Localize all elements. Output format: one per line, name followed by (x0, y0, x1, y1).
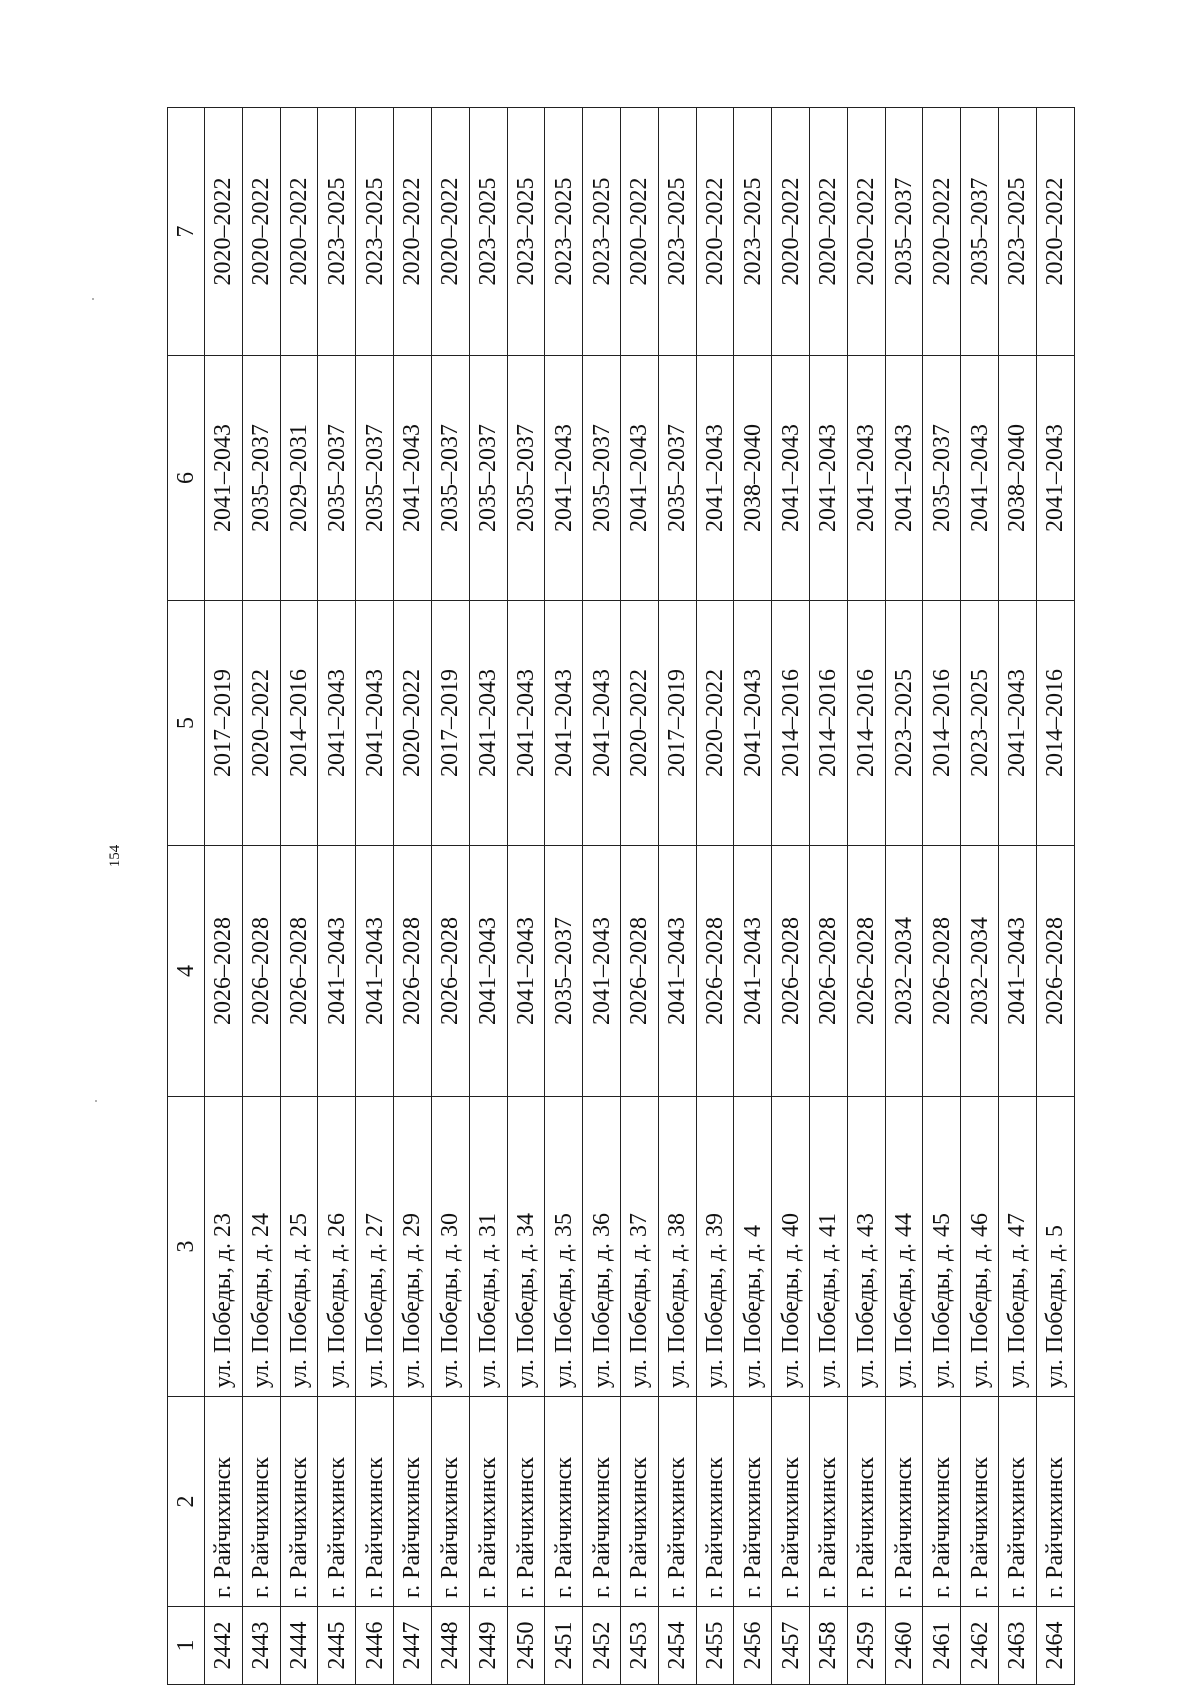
row-number-cell: 2443 (242, 1607, 280, 1685)
table-row (280, 108, 318, 1685)
period-cell: 2038–2040 (999, 356, 1037, 601)
row-number-cell: 2463 (999, 1607, 1037, 1685)
period-cell: 2026–2028 (696, 846, 734, 1097)
page-number: 154 (107, 844, 123, 868)
period-cell: 2035–2037 (469, 356, 507, 601)
address-cell: ул. Победы, д. 40 (772, 1097, 810, 1397)
city-cell: г. Райчихинск (658, 1397, 696, 1607)
address-cell: ул. Победы, д. 36 (583, 1097, 621, 1397)
row-number-cell: 2450 (507, 1607, 545, 1685)
table-row (356, 108, 394, 1685)
period-cell: 2041–2043 (205, 356, 243, 601)
period-cell: 2014–2016 (772, 601, 810, 846)
city-cell: г. Райчихинск (885, 1397, 923, 1607)
row-number-cell: 2442 (205, 1607, 243, 1685)
period-cell: 2023–2025 (583, 108, 621, 356)
column-header: 3 (168, 1097, 205, 1397)
city-cell: г. Райчихинск (772, 1397, 810, 1607)
table-row (318, 108, 356, 1685)
row-number-cell: 2447 (394, 1607, 432, 1685)
period-cell: 2035–2037 (658, 356, 696, 601)
address-cell: ул. Победы, д. 37 (620, 1097, 658, 1397)
table-row (507, 108, 545, 1685)
city-cell: г. Райчихинск (999, 1397, 1037, 1607)
period-cell: 2041–2043 (507, 846, 545, 1097)
period-cell: 2032–2034 (885, 846, 923, 1097)
period-cell: 2041–2043 (545, 356, 583, 601)
period-cell: 2026–2028 (431, 846, 469, 1097)
table-row (734, 108, 772, 1685)
row-number-cell: 2446 (356, 1607, 394, 1685)
address-cell: ул. Победы, д. 39 (696, 1097, 734, 1397)
row-number-cell: 2462 (961, 1607, 999, 1685)
address-cell: ул. Победы, д. 4 (734, 1097, 772, 1397)
period-cell: 2041–2043 (583, 601, 621, 846)
period-cell: 2041–2043 (999, 846, 1037, 1097)
period-cell: 2035–2037 (507, 356, 545, 601)
period-cell: 2020–2022 (394, 108, 432, 356)
period-cell: 2041–2043 (318, 846, 356, 1097)
period-cell: 2023–2025 (469, 108, 507, 356)
city-cell: г. Райчихинск (734, 1397, 772, 1607)
period-cell: 2041–2043 (620, 356, 658, 601)
city-cell: г. Райчихинск (583, 1397, 621, 1607)
period-cell: 2041–2043 (734, 601, 772, 846)
table-row (810, 108, 848, 1685)
city-cell: г. Райчихинск (810, 1397, 848, 1607)
city-cell: г. Райчихинск (356, 1397, 394, 1607)
period-cell: 2020–2022 (620, 108, 658, 356)
register-table (167, 107, 1075, 1685)
address-cell: ул. Победы, д. 34 (507, 1097, 545, 1397)
period-cell: 2020–2022 (431, 108, 469, 356)
table-row (961, 108, 999, 1685)
row-number-cell: 2454 (658, 1607, 696, 1685)
table-row (658, 108, 696, 1685)
address-cell: ул. Победы, д. 5 (1036, 1097, 1074, 1397)
row-number-cell: 2456 (734, 1607, 772, 1685)
city-cell: г. Райчихинск (961, 1397, 999, 1607)
period-cell: 2041–2043 (356, 601, 394, 846)
period-cell: 2023–2025 (885, 601, 923, 846)
address-cell: ул. Победы, д. 41 (810, 1097, 848, 1397)
row-number-cell: 2445 (318, 1607, 356, 1685)
period-cell: 2035–2037 (318, 356, 356, 601)
address-cell: ул. Победы, д. 25 (280, 1097, 318, 1397)
address-cell: ул. Победы, д. 45 (923, 1097, 961, 1397)
period-cell: 2020–2022 (810, 108, 848, 356)
period-cell: 2026–2028 (1036, 846, 1074, 1097)
period-cell: 2041–2043 (999, 601, 1037, 846)
row-number-cell: 2455 (696, 1607, 734, 1685)
scan-speck (92, 298, 94, 300)
row-number-cell: 2451 (545, 1607, 583, 1685)
period-cell: 2020–2022 (205, 108, 243, 356)
period-cell: 2035–2037 (431, 356, 469, 601)
period-cell: 2035–2037 (923, 356, 961, 601)
address-cell: ул. Победы, д. 47 (999, 1097, 1037, 1397)
table-row (1036, 108, 1074, 1685)
period-cell: 2023–2025 (318, 108, 356, 356)
period-cell: 2023–2025 (999, 108, 1037, 356)
period-cell: 2026–2028 (205, 846, 243, 1097)
column-header: 2 (168, 1397, 205, 1607)
table-row (696, 108, 734, 1685)
city-cell: г. Райчихинск (431, 1397, 469, 1607)
period-cell: 2032–2034 (961, 846, 999, 1097)
city-cell: г. Райчихинск (545, 1397, 583, 1607)
table-row (772, 108, 810, 1685)
city-cell: г. Райчихинск (696, 1397, 734, 1607)
period-cell: 2023–2025 (545, 108, 583, 356)
period-cell: 2020–2022 (280, 108, 318, 356)
address-cell: ул. Победы, д. 43 (847, 1097, 885, 1397)
column-header: 6 (168, 356, 205, 601)
table-row (923, 108, 961, 1685)
period-cell: 2020–2022 (242, 601, 280, 846)
table-row (583, 108, 621, 1685)
table-row (545, 108, 583, 1685)
period-cell: 2014–2016 (923, 601, 961, 846)
row-number-cell: 2458 (810, 1607, 848, 1685)
period-cell: 2035–2037 (885, 108, 923, 356)
period-cell: 2041–2043 (583, 846, 621, 1097)
period-cell: 2026–2028 (280, 846, 318, 1097)
period-cell: 2041–2043 (318, 601, 356, 846)
row-number-cell: 2448 (431, 1607, 469, 1685)
table-row (620, 108, 658, 1685)
city-cell: г. Райчихинск (318, 1397, 356, 1607)
row-number-cell: 2449 (469, 1607, 507, 1685)
period-cell: 2041–2043 (696, 356, 734, 601)
period-cell: 2035–2037 (961, 108, 999, 356)
row-number-cell: 2464 (1036, 1607, 1074, 1685)
table-row (999, 108, 1037, 1685)
period-cell: 2020–2022 (620, 601, 658, 846)
city-cell: г. Райчихинск (507, 1397, 545, 1607)
period-cell: 2020–2022 (772, 108, 810, 356)
period-cell: 2026–2028 (810, 846, 848, 1097)
row-number-cell: 2452 (583, 1607, 621, 1685)
header-row (168, 108, 205, 1685)
period-cell: 2035–2037 (545, 846, 583, 1097)
period-cell: 2020–2022 (242, 108, 280, 356)
period-cell: 2020–2022 (847, 108, 885, 356)
address-cell: ул. Победы, д. 24 (242, 1097, 280, 1397)
period-cell: 2041–2043 (1036, 356, 1074, 601)
period-cell: 2041–2043 (545, 601, 583, 846)
period-cell: 2041–2043 (847, 356, 885, 601)
city-cell: г. Райчихинск (394, 1397, 432, 1607)
period-cell: 2014–2016 (1036, 601, 1074, 846)
address-cell: ул. Победы, д. 31 (469, 1097, 507, 1397)
period-cell: 2041–2043 (961, 356, 999, 601)
period-cell: 2029–2031 (280, 356, 318, 601)
period-cell: 2038–2040 (734, 356, 772, 601)
city-cell: г. Райчихинск (847, 1397, 885, 1607)
period-cell: 2014–2016 (810, 601, 848, 846)
period-cell: 2035–2037 (583, 356, 621, 601)
period-cell: 2041–2043 (507, 601, 545, 846)
period-cell: 2041–2043 (734, 846, 772, 1097)
period-cell: 2041–2043 (885, 356, 923, 601)
period-cell: 2017–2019 (205, 601, 243, 846)
address-cell: ул. Победы, д. 35 (545, 1097, 583, 1397)
period-cell: 2020–2022 (1036, 108, 1074, 356)
period-cell: 2026–2028 (847, 846, 885, 1097)
period-cell: 2026–2028 (242, 846, 280, 1097)
city-cell: г. Райчихинск (469, 1397, 507, 1607)
period-cell: 2023–2025 (507, 108, 545, 356)
period-cell: 2041–2043 (469, 601, 507, 846)
period-cell: 2020–2022 (696, 601, 734, 846)
scan-speck (95, 1100, 97, 1102)
column-header: 7 (168, 108, 205, 356)
period-cell: 2023–2025 (658, 108, 696, 356)
period-cell: 2026–2028 (923, 846, 961, 1097)
address-cell: ул. Победы, д. 44 (885, 1097, 923, 1397)
row-number-cell: 2444 (280, 1607, 318, 1685)
period-cell: 2014–2016 (280, 601, 318, 846)
period-cell: 2035–2037 (356, 356, 394, 601)
period-cell: 2041–2043 (772, 356, 810, 601)
city-cell: г. Райчихинск (620, 1397, 658, 1607)
address-cell: ул. Победы, д. 29 (394, 1097, 432, 1397)
period-cell: 2035–2037 (242, 356, 280, 601)
period-cell: 2041–2043 (356, 846, 394, 1097)
column-header: 5 (168, 601, 205, 846)
address-cell: ул. Победы, д. 26 (318, 1097, 356, 1397)
row-number-cell: 2453 (620, 1607, 658, 1685)
address-cell: ул. Победы, д. 38 (658, 1097, 696, 1397)
column-header: 4 (168, 846, 205, 1097)
address-cell: ул. Победы, д. 27 (356, 1097, 394, 1397)
table-row (469, 108, 507, 1685)
row-number-cell: 2457 (772, 1607, 810, 1685)
row-number-cell: 2460 (885, 1607, 923, 1685)
period-cell: 2041–2043 (658, 846, 696, 1097)
period-cell: 2017–2019 (431, 601, 469, 846)
address-cell: ул. Победы, д. 30 (431, 1097, 469, 1397)
period-cell: 2020–2022 (923, 108, 961, 356)
table-row (885, 108, 923, 1685)
register-table-frame (167, 108, 1075, 1685)
period-cell: 2020–2022 (394, 601, 432, 846)
table-row (242, 108, 280, 1685)
period-cell: 2026–2028 (394, 846, 432, 1097)
period-cell: 2023–2025 (356, 108, 394, 356)
period-cell: 2026–2028 (620, 846, 658, 1097)
period-cell: 2041–2043 (469, 846, 507, 1097)
row-number-cell: 2459 (847, 1607, 885, 1685)
period-cell: 2023–2025 (734, 108, 772, 356)
address-cell: ул. Победы, д. 46 (961, 1097, 999, 1397)
column-header: 1 (168, 1607, 205, 1685)
city-cell: г. Райчихинск (242, 1397, 280, 1607)
period-cell: 2041–2043 (394, 356, 432, 601)
city-cell: г. Райчихинск (923, 1397, 961, 1607)
period-cell: 2017–2019 (658, 601, 696, 846)
table-row (847, 108, 885, 1685)
period-cell: 2023–2025 (961, 601, 999, 846)
city-cell: г. Райчихинск (205, 1397, 243, 1607)
period-cell: 2020–2022 (696, 108, 734, 356)
table-row (431, 108, 469, 1685)
address-cell: ул. Победы, д. 23 (205, 1097, 243, 1397)
period-cell: 2041–2043 (810, 356, 848, 601)
period-cell: 2026–2028 (772, 846, 810, 1097)
table-body (205, 108, 1075, 1685)
city-cell: г. Райчихинск (1036, 1397, 1074, 1607)
table-row (394, 108, 432, 1685)
period-cell: 2014–2016 (847, 601, 885, 846)
row-number-cell: 2461 (923, 1607, 961, 1685)
city-cell: г. Райчихинск (280, 1397, 318, 1607)
table-row (205, 108, 243, 1685)
